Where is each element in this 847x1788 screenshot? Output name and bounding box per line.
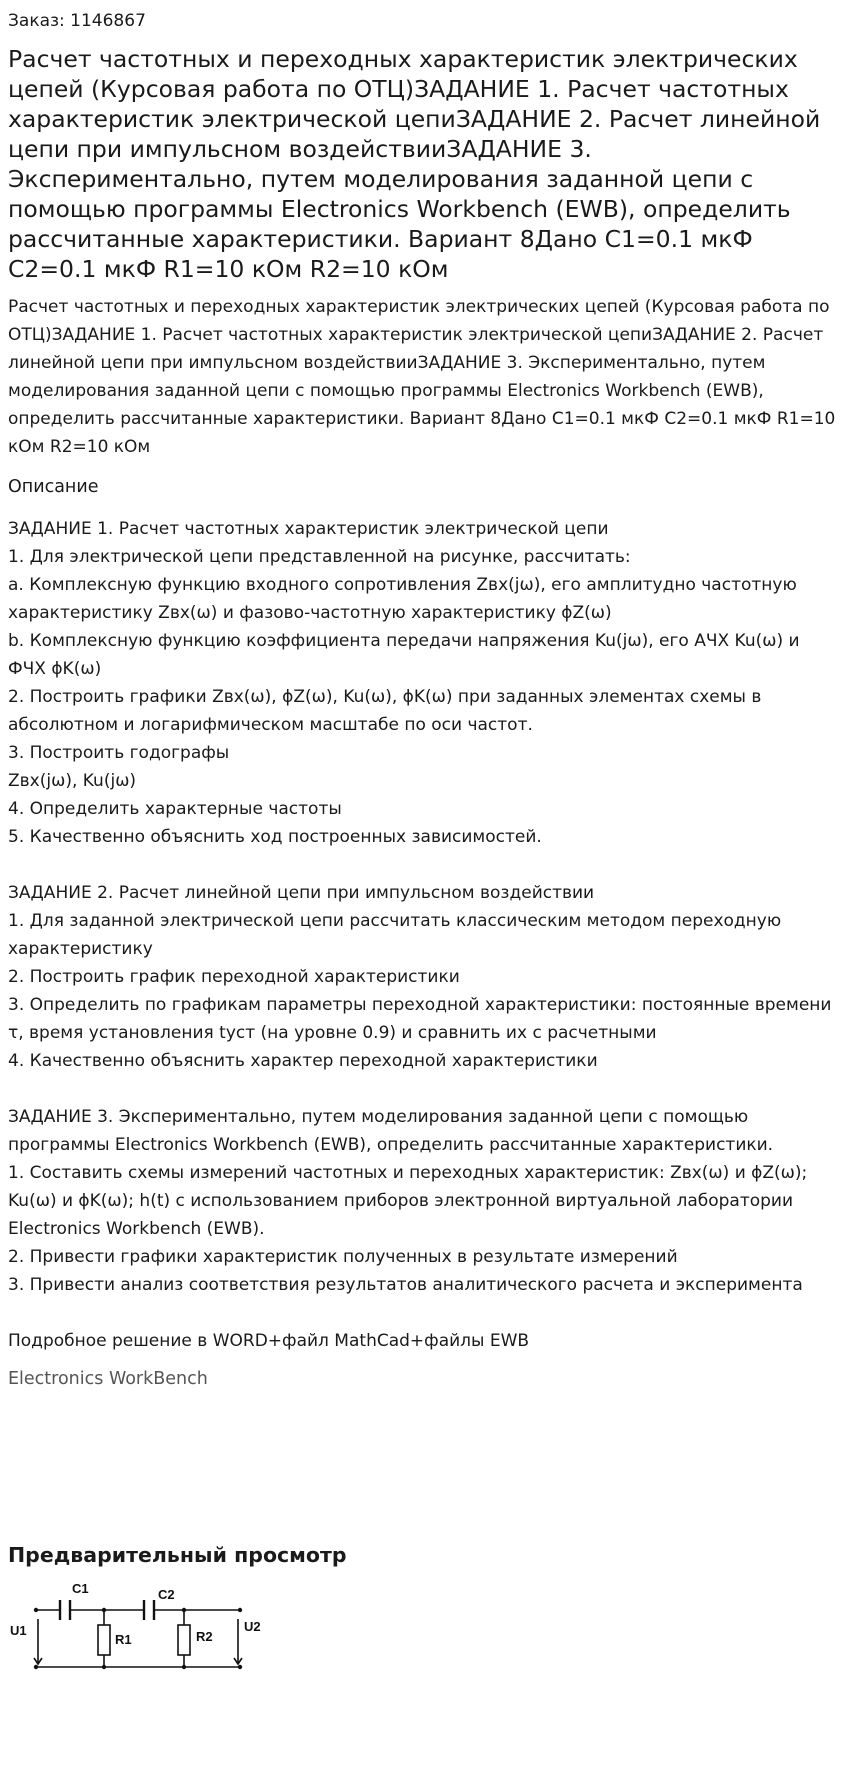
task2-title: ЗАДАНИЕ 2. Расчет линейной цепи при импульсном воздействии (8, 883, 595, 903)
label-u1: U1 (10, 1623, 27, 1638)
preview-heading: Предварительный просмотр (8, 1543, 347, 1567)
task3-title: ЗАДАНИЕ 3. Экспериментально, путем моделирования заданной цепи с помощью программы Electronics Workbench (EWB), определить рассчитанные характеристики. (8, 1107, 774, 1155)
spacer (8, 851, 839, 879)
label-c2: C2 (158, 1587, 175, 1602)
label-c1: C1 (72, 1581, 89, 1596)
tag-link-electronics-workbench[interactable]: Electronics WorkBench (8, 1369, 208, 1389)
task3-line: 1. Составить схемы измерений частотных и переходных характеристик: Zвх(ω) и ϕZ(ω); Ku(ω) и ϕK(ω); h(t) с использованием приборов электронной виртуальной лаборатории Electronics Workbench (EWB). (8, 1163, 808, 1239)
page-title: Расчет частотных и переходных характеристик электрических цепей (Курсовая работа по ОТЦ)ЗАДАНИЕ 1. Расчет частотных характеристик электрической цепиЗАДАНИЕ 2. Расчет линейной цепи при импульсном воздействииЗАДАНИЕ 3. Экспериментально, путем моделирования заданной цепи с помощью программы Electronics Workbench (EWB), определить рассчитанные характеристики. Вариант 8Дано C1=0.1 мкФ C2=0.1 мкФ R1=10 кОм R2=10 кОм (8, 45, 821, 283)
task2-line: 2. Построить график переходной характеристики (8, 967, 460, 987)
task3-line: 2. Привести графики характеристик полученных в результате измерений (8, 1247, 678, 1267)
circuit-preview-image (8, 1577, 270, 1675)
circuit-diagram (8, 1577, 270, 1675)
description-heading: Описание (8, 477, 99, 497)
task1-line: b. Комплексную функцию коэффициента передачи напряжения Ku(jω), его АЧХ Ku(ω) и ФЧХ ϕK(ω) (8, 631, 800, 679)
label-u2: U2 (244, 1619, 261, 1634)
order-number: Заказ: 1146867 (8, 11, 146, 31)
task1-line: 3. Построить годографы (8, 743, 230, 763)
task2-line: 1. Для заданной электрической цепи рассчитать классическим методом переходную характеристику (8, 911, 782, 959)
task1-line: 5. Качественно объяснить ход построенных зависимостей. (8, 827, 542, 847)
task1-line: a. Комплексную функцию входного сопротивления Zвх(jω), его амплитудно частотную характеристику Zвх(ω) и фазово-частотную характеристику ϕZ(ω) (8, 575, 797, 623)
summary-text: Расчет частотных и переходных характеристик электрических цепей (Курсовая работа по ОТЦ)ЗАДАНИЕ 1. Расчет частотных характеристик электрической цепиЗАДАНИЕ 2. Расчет линейной цепи при импульсном воздействииЗАДАНИЕ 3. Экспериментально, путем моделирования заданной цепи с помощью программы Electronics Workbench (EWB), определить рассчитанные характеристики. Вариант 8Дано C1=0.1 мкФ C2=0.1 мкФ R1=10 кОм R2=10 кОм (8, 297, 836, 457)
task1-line: 4. Определить характерные частоты (8, 799, 342, 819)
task1-title: ЗАДАНИЕ 1. Расчет частотных характеристик электрической цепи (8, 519, 609, 539)
spacer (8, 1075, 839, 1103)
label-r1: R1 (115, 1632, 132, 1647)
task2-line: 4. Качественно объяснить характер переходной характеристики (8, 1051, 598, 1071)
task2-line: 3. Определить по графикам параметры переходной характеристики: постоянные времени τ, время установления tуст (на уровне 0.9) и сравнить их с расчетными (8, 995, 832, 1043)
task1-line: Zвх(jω), Ku(jω) (8, 771, 137, 791)
description-body (8, 515, 839, 1355)
task3-line: 3. Привести анализ соответствия результатов аналитического расчета и эксперимента (8, 1275, 803, 1295)
spacer (8, 1299, 839, 1327)
task1-line: 2. Построить графики Zвх(ω), ϕZ(ω), Ku(ω), ϕK(ω) при заданных элементах схемы в абсолютном и логарифмическом масштабе по оси частот. (8, 687, 762, 735)
task1-line: 1. Для электрической цепи представленной на рисунке, рассчитать: (8, 547, 631, 567)
solution-note: Подробное решение в WORD+файл MathCad+файлы EWB (8, 1331, 530, 1351)
label-r2: R2 (196, 1629, 213, 1644)
